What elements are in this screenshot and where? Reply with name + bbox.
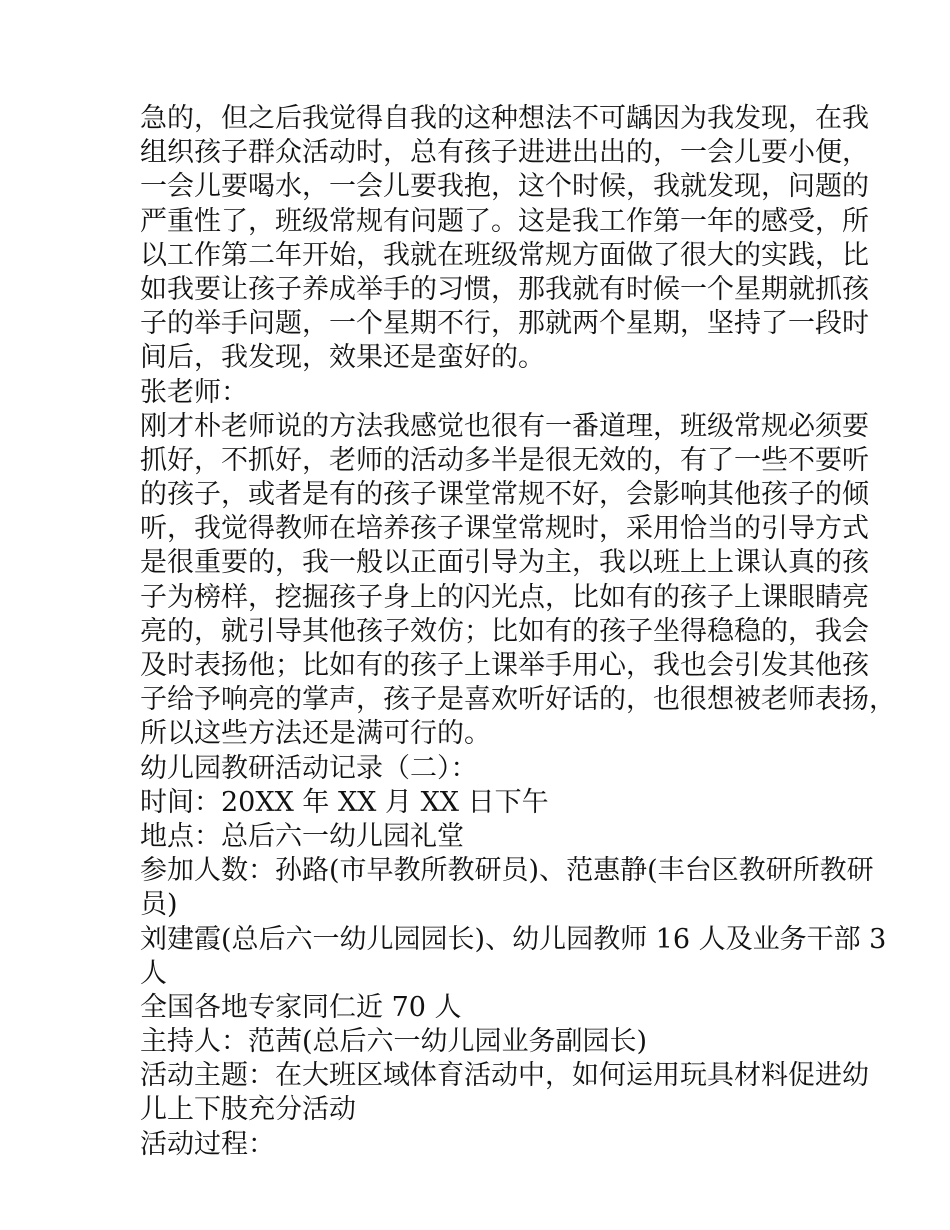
text-line-15: 子为榜样，挖掘孩子身上的闪光点，比如有的孩子上课眼睛亮: [140, 581, 869, 613]
text-line-14: 是很重要的，我一般以正面引导为主，我以班上上课认真的孩: [140, 547, 869, 579]
text-line-13: 听，我觉得教师在培养孩子课堂常规时，采用恰当的引导方式: [140, 513, 869, 545]
text-line-7: 子的举手问题，一个星期不行，那就两个星期，坚持了一段时: [140, 308, 869, 340]
text-line-11: 抓好，不抓好，老师的活动多半是很无效的，有了一些不要听: [140, 444, 869, 476]
participants-line-1: 参加人数：孙路(市早教所教研员)、范惠静(丰台区教研所教研: [140, 855, 874, 887]
text-line-10: 刚才朴老师说的方法我感觉也很有一番道理，班级常规必须要: [140, 410, 869, 442]
text-line-6: 如我要让孩子养成举手的习惯，那我就有时候一个星期就抓孩: [140, 273, 869, 305]
text-line-16: 亮的，就引导其他孩子效仿；比如有的孩子坐得稳稳的，我会: [140, 615, 869, 647]
participants-line-2: 员): [140, 889, 178, 921]
speaker-label: 张老师：: [140, 376, 248, 408]
time-line: 时间：20XX 年 XX 月 XX 日下午: [140, 786, 549, 818]
text-line-1: 急的，但之后我觉得自我的这种想法不可龋因为我发现，在我: [140, 103, 869, 134]
participants-line-3: 刘建霞(总后六一幼儿园园长)、幼儿园教师 16 人及业务干部 3: [140, 923, 887, 955]
text-line-12: 的孩子，或者是有的孩子课堂常规不好，会影响其他孩子的倾: [140, 479, 869, 511]
text-line-5: 以工作第二年开始，我就在班级常规方面做了很大的实践，比: [140, 239, 869, 271]
text-line-18: 子给予响亮的掌声，孩子是喜欢听好话的，也很想被老师表扬，: [140, 684, 896, 716]
text-line-19: 所以这些方法还是满可行的。: [140, 718, 491, 750]
text-line-17: 及时表扬他；比如有的孩子上课举手用心，我也会引发其他孩: [140, 650, 869, 681]
theme-line-1: 活动主题：在大班区域体育活动中，如何运用玩具材料促进幼: [140, 1060, 869, 1092]
text-line-2: 组织孩子群众活动时，总有孩子进进出出的，一会儿要小便，: [140, 137, 869, 169]
process-label: 活动过程：: [140, 1128, 275, 1160]
theme-line-2: 儿上下肢充分活动: [140, 1094, 356, 1126]
host-line: 主持人：范茜(总后六一幼儿园业务副园长): [140, 1026, 648, 1058]
participants-line-4: 人: [140, 957, 167, 989]
text-line-8: 间后，我发现，效果还是蛮好的。: [140, 342, 545, 374]
location-line: 地点：总后六一幼儿园礼堂: [140, 820, 464, 852]
text-line-3: 一会儿要喝水，一会儿要我抱，这个时候，我就发现，问题的: [140, 171, 869, 203]
document-body: [140, 102, 896, 1162]
section-heading: 幼儿园教研活动记录（二）：: [140, 752, 478, 784]
text-line-4: 严重性了，班级常规有问题了。这是我工作第一年的感受，所: [140, 205, 869, 237]
participants-line-5: 全国各地专家同仁近 70 人: [140, 991, 462, 1023]
